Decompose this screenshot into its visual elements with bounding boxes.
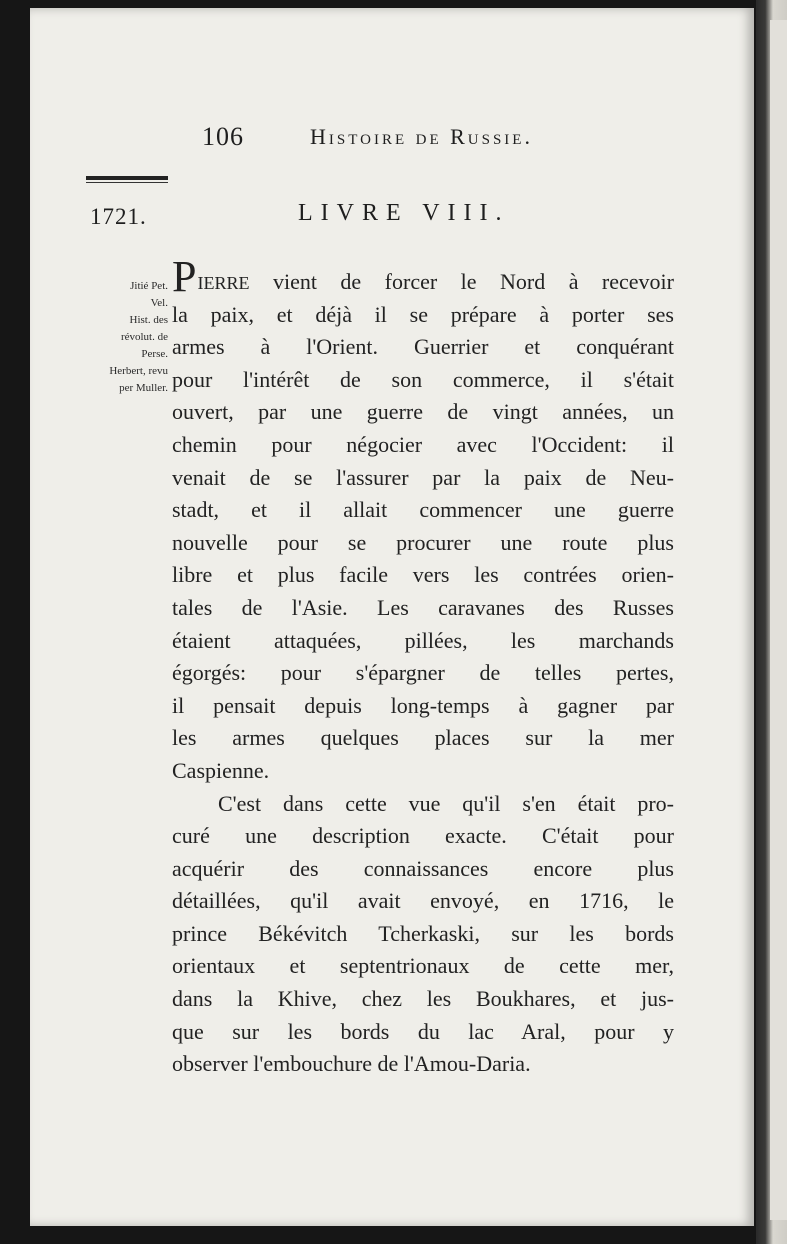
text-line: PIERRE vient de forcer le Nord à recevoir bbox=[172, 252, 674, 301]
text-line: il pensait depuis long-temps à gagner par bbox=[172, 692, 674, 718]
book-title: LIVRE VIII. bbox=[298, 200, 510, 226]
text-line: dans la Khive, chez les Boukhares, et jus- bbox=[172, 986, 674, 1012]
text-line: stadt, et il allait commencer une guerre bbox=[172, 497, 674, 523]
text-line: venait de se l'assurer par la paix de Neu- bbox=[172, 464, 674, 490]
text-line: égorgés: pour s'épargner de telles pertes, bbox=[172, 660, 674, 686]
text-line: tales de l'Asie. Les caravanes des Russes bbox=[172, 594, 674, 620]
text-line: Caspienne. bbox=[172, 757, 270, 783]
page-number: 106 bbox=[202, 122, 244, 151]
marginal-note-line: Jitié Pet. bbox=[130, 280, 168, 292]
text-line: la paix, et déjà il se prépare à porter ses bbox=[172, 301, 674, 327]
year-marginal: 1721. bbox=[90, 204, 147, 229]
marginal-note-line: Vel. bbox=[150, 297, 168, 309]
page-header bbox=[202, 122, 622, 152]
text-line: les armes quelques places sur la mer bbox=[172, 725, 674, 751]
marginal-note-line: Hist. des bbox=[129, 314, 168, 326]
paragraph-1 bbox=[172, 252, 674, 788]
marginal-note-line: Perse. bbox=[141, 348, 168, 360]
first-word-rest: IERRE bbox=[197, 273, 250, 293]
text-line: C'est dans cette vue qu'il s'en était pro- bbox=[218, 790, 674, 816]
text-line: curé une description exacte. C'était pour bbox=[172, 823, 674, 849]
text-line: étaient attaquées, pillées, les marchands bbox=[172, 627, 674, 653]
marginal-note-line: Herbert, revu bbox=[109, 365, 168, 377]
body-text bbox=[172, 252, 674, 1081]
text-line: nouvelle pour se procurer une route plus bbox=[172, 529, 674, 555]
drop-cap: P bbox=[172, 252, 197, 301]
marginal-note bbox=[80, 278, 168, 397]
text-line: ouvert, par une guerre de vingt années, un bbox=[172, 399, 674, 425]
text-line: acquérir des connaissances encore plus bbox=[172, 855, 674, 881]
text-line: prince Békévitch Tcherkaski, sur les bords bbox=[172, 920, 674, 946]
text-line: que sur les bords du lac Aral, pour y bbox=[172, 1018, 674, 1044]
text-line: libre et plus facile vers les contrées orien- bbox=[172, 562, 674, 588]
marginal-note-line: révolut. de bbox=[120, 331, 168, 343]
text-line: observer l'embouchure de l'Amou-Daria. bbox=[172, 1051, 531, 1077]
text-line: pour l'intérêt de son commerce, il s'était bbox=[172, 366, 674, 392]
adjacent-page-edge bbox=[756, 0, 787, 1244]
text-line: orientaux et septentrionaux de cette mer, bbox=[172, 953, 674, 979]
paragraph-2 bbox=[172, 788, 674, 1081]
marginal-note-line: per Muller. bbox=[119, 382, 168, 394]
text-line: armes à l'Orient. Guerrier et conquérant bbox=[172, 334, 674, 360]
running-title: Histoire de Russie. bbox=[310, 124, 533, 149]
text-line: détaillées, qu'il avait envoyé, en 1716, le bbox=[172, 888, 674, 914]
text-line: chemin pour négocier avec l'Occident: il bbox=[172, 431, 674, 457]
decorative-rule bbox=[86, 176, 168, 184]
